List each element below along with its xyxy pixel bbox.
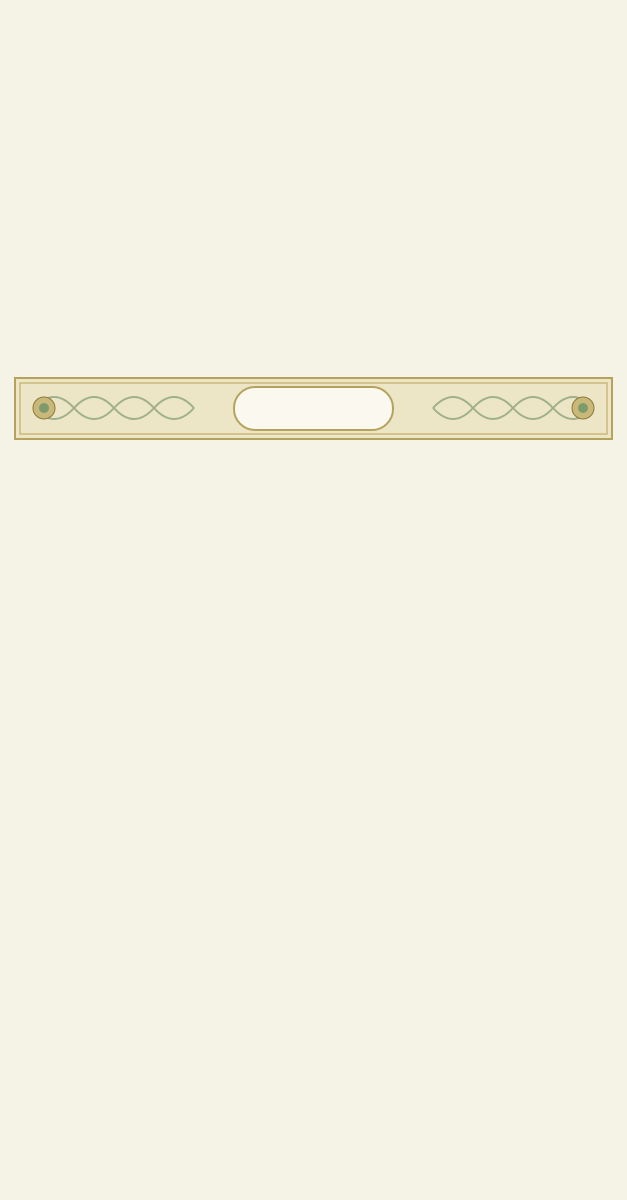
surah-header-banner <box>14 377 613 440</box>
surah-title <box>14 377 613 440</box>
page-header <box>18 50 609 86</box>
page-number <box>0 1120 627 1160</box>
basmala <box>0 447 627 497</box>
